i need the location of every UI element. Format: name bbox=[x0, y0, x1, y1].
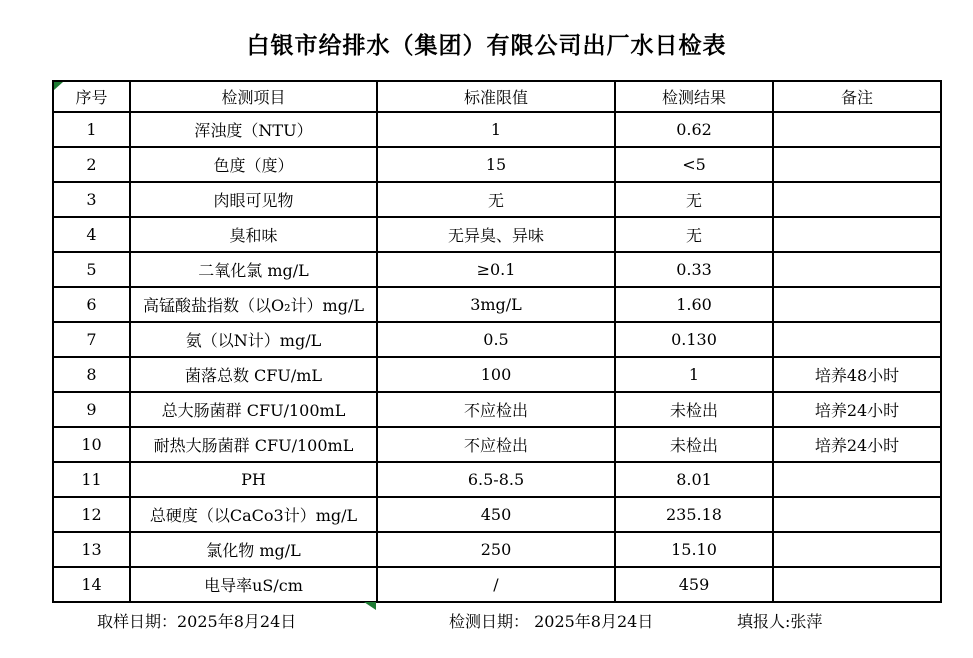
table-row bbox=[53, 532, 941, 567]
table-row bbox=[53, 357, 941, 392]
cell-no: 6 bbox=[53, 287, 130, 322]
table-row bbox=[53, 112, 941, 147]
cell-no: 13 bbox=[53, 532, 130, 567]
table-row bbox=[53, 462, 941, 497]
cell-no: 9 bbox=[53, 392, 130, 427]
cell-result: 0.130 bbox=[615, 322, 773, 357]
cell-limit: 1 bbox=[377, 112, 615, 147]
cell-remark bbox=[773, 567, 941, 602]
cell-limit: / bbox=[377, 567, 615, 602]
cell-remark bbox=[773, 322, 941, 357]
col-header-result: 检测结果 bbox=[615, 81, 773, 112]
cell-remark bbox=[773, 287, 941, 322]
col-header-no: 序号 bbox=[53, 81, 130, 112]
cell-result: 0.62 bbox=[615, 112, 773, 147]
cell-remark bbox=[773, 217, 941, 252]
cell-item: 耐热大肠菌群 CFU/100mL bbox=[130, 427, 377, 462]
table-row bbox=[53, 147, 941, 182]
cell-item: 肉眼可见物 bbox=[130, 182, 377, 217]
cell-limit: 450 bbox=[377, 497, 615, 532]
cell-item: 臭和味 bbox=[130, 217, 377, 252]
table-row bbox=[53, 322, 941, 357]
table-row bbox=[53, 182, 941, 217]
cell-item: 氯化物 mg/L bbox=[130, 532, 377, 567]
header-row bbox=[53, 81, 941, 112]
green-down-triangle-icon bbox=[364, 602, 376, 610]
cell-limit: 不应检出 bbox=[377, 427, 615, 462]
cell-item: 电导率uS/cm bbox=[130, 567, 377, 602]
cell-no: 8 bbox=[53, 357, 130, 392]
inspection-table bbox=[52, 80, 942, 603]
cell-no: 4 bbox=[53, 217, 130, 252]
table-header bbox=[53, 81, 941, 112]
cell-no: 14 bbox=[53, 567, 130, 602]
cell-no: 5 bbox=[53, 252, 130, 287]
cell-item: 氨（以N计）mg/L bbox=[130, 322, 377, 357]
table-row bbox=[53, 567, 941, 602]
cell-item: 总大肠菌群 CFU/100mL bbox=[130, 392, 377, 427]
cell-item: 浑浊度（NTU） bbox=[130, 112, 377, 147]
table-row bbox=[53, 217, 941, 252]
cell-item: PH bbox=[130, 462, 377, 497]
cell-limit: 15 bbox=[377, 147, 615, 182]
cell-remark bbox=[773, 532, 941, 567]
cell-remark bbox=[773, 497, 941, 532]
cell-result: 1.60 bbox=[615, 287, 773, 322]
sampling-date-label: 取样日期：2025年8月24日 bbox=[97, 612, 297, 631]
cell-no: 10 bbox=[53, 427, 130, 462]
testing-date-label: 检测日期： 2025年8月24日 bbox=[449, 612, 654, 631]
cell-no: 7 bbox=[53, 322, 130, 357]
cell-remark: 培养24小时 bbox=[773, 427, 941, 462]
col-header-remark: 备注 bbox=[773, 81, 941, 112]
cell-result: 无 bbox=[615, 217, 773, 252]
table-body bbox=[53, 112, 941, 602]
cell-remark bbox=[773, 147, 941, 182]
table-row bbox=[53, 287, 941, 322]
cell-result: 459 bbox=[615, 567, 773, 602]
cell-item: 二氧化氯 mg/L bbox=[130, 252, 377, 287]
cell-result: 无 bbox=[615, 182, 773, 217]
cell-limit: 100 bbox=[377, 357, 615, 392]
cell-item: 高锰酸盐指数（以O₂计）mg/L bbox=[130, 287, 377, 322]
reporter-label: 填报人:张萍 bbox=[737, 612, 823, 631]
cell-remark: 培养48小时 bbox=[773, 357, 941, 392]
col-header-item: 检测项目 bbox=[130, 81, 377, 112]
cell-item: 菌落总数 CFU/mL bbox=[130, 357, 377, 392]
cell-item: 色度（度） bbox=[130, 147, 377, 182]
cell-result: 235.18 bbox=[615, 497, 773, 532]
table-row bbox=[53, 427, 941, 462]
cell-remark bbox=[773, 462, 941, 497]
cell-limit: 不应检出 bbox=[377, 392, 615, 427]
cell-limit: 250 bbox=[377, 532, 615, 567]
table-row bbox=[53, 392, 941, 427]
cell-result: 15.10 bbox=[615, 532, 773, 567]
cell-limit: 3mg/L bbox=[377, 287, 615, 322]
cell-no: 3 bbox=[53, 182, 130, 217]
cell-remark: 培养24小时 bbox=[773, 392, 941, 427]
col-header-limit: 标准限值 bbox=[377, 81, 615, 112]
cell-no: 2 bbox=[53, 147, 130, 182]
cell-result: 未检出 bbox=[615, 392, 773, 427]
cell-limit: 无异臭、异味 bbox=[377, 217, 615, 252]
cell-remark bbox=[773, 252, 941, 287]
cell-result: 8.01 bbox=[615, 462, 773, 497]
cell-result: 1 bbox=[615, 357, 773, 392]
cell-limit: 6.5-8.5 bbox=[377, 462, 615, 497]
cell-remark bbox=[773, 182, 941, 217]
cell-result: <5 bbox=[615, 147, 773, 182]
table-row bbox=[53, 252, 941, 287]
cell-item: 总硬度（以CaCo3计）mg/L bbox=[130, 497, 377, 532]
cell-result: 0.33 bbox=[615, 252, 773, 287]
footer bbox=[0, 611, 973, 633]
cell-result: 未检出 bbox=[615, 427, 773, 462]
cell-no: 1 bbox=[53, 112, 130, 147]
cell-no: 12 bbox=[53, 497, 130, 532]
cell-no: 11 bbox=[53, 462, 130, 497]
cell-limit: 0.5 bbox=[377, 322, 615, 357]
table-row bbox=[53, 497, 941, 532]
page-title: 白银市给排水（集团）有限公司出厂水日检表 bbox=[246, 32, 727, 59]
cell-limit: 无 bbox=[377, 182, 615, 217]
cell-remark bbox=[773, 112, 941, 147]
cell-limit: ≥0.1 bbox=[377, 252, 615, 287]
